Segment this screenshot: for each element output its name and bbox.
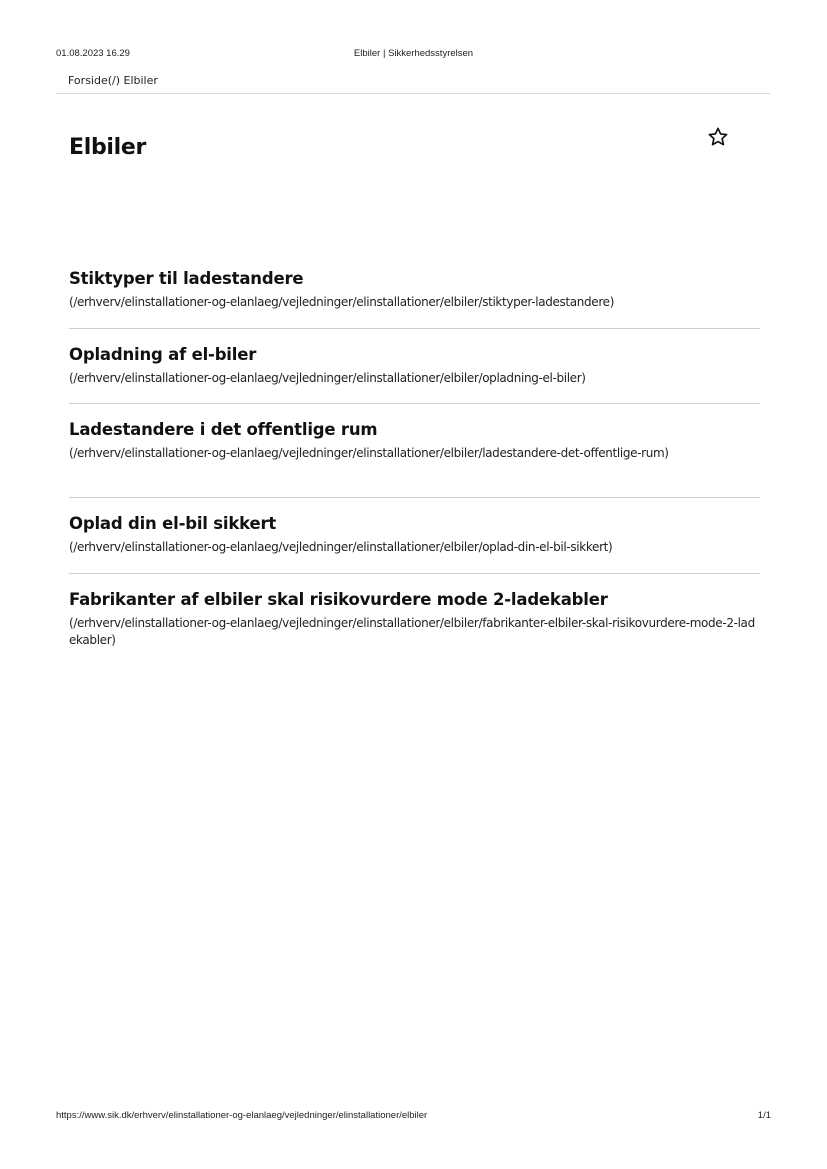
print-footer xyxy=(56,1110,771,1124)
article-link-url[interactable]: (/erhverv/elinstallationer-og-elanlaeg/vejledninger/elinstallationer/elbiler/stiktyper-ladestandere) xyxy=(69,295,615,309)
article-link-url[interactable]: (/erhverv/elinstallationer-og-elanlaeg/vejledninger/elinstallationer/elbiler/oplad-din-el-bil-sikkert) xyxy=(69,540,613,554)
print-document-title: Elbiler | Sikkerhedsstyrelsen xyxy=(353,48,474,59)
article-link-title[interactable]: Stiktyper til ladestandere xyxy=(69,269,304,288)
star-outline-icon xyxy=(707,126,729,148)
header-divider xyxy=(56,93,770,94)
article-list xyxy=(69,268,760,668)
print-header xyxy=(56,48,771,62)
list-item xyxy=(69,574,760,668)
favorite-button[interactable] xyxy=(707,126,729,148)
list-item xyxy=(69,404,760,498)
article-link-url[interactable]: (/erhverv/elinstallationer-og-elanlaeg/vejledninger/elinstallationer/elbiler/fabrikanter-elbiler-skal-risikovurdere-mode-2-ladekabler) xyxy=(69,616,755,647)
breadcrumb xyxy=(68,74,158,87)
breadcrumb-home-link[interactable]: Forside(/) xyxy=(68,74,121,87)
list-item xyxy=(69,498,760,574)
article-link-url[interactable]: (/erhverv/elinstallationer-og-elanlaeg/vejledninger/elinstallationer/elbiler/ladestandere-det-offentlige-rum) xyxy=(69,446,669,460)
print-page-url: https://www.sik.dk/erhverv/elinstallationer-og-elanlaeg/vejledninger/elinstallationer/elbiler xyxy=(56,1110,428,1121)
print-date: 01.08.2023 16.29 xyxy=(56,48,130,59)
list-item xyxy=(69,268,760,329)
article-link-url[interactable]: (/erhverv/elinstallationer-og-elanlaeg/vejledninger/elinstallationer/elbiler/opladning-el-biler) xyxy=(69,371,586,385)
article-link-title[interactable]: Fabrikanter af elbiler skal risikovurdere mode 2-ladekabler xyxy=(69,590,608,609)
article-link-title[interactable]: Oplad din el-bil sikkert xyxy=(69,514,277,533)
print-page-count: 1/1 xyxy=(757,1110,771,1121)
article-link-title[interactable]: Opladning af el-biler xyxy=(69,345,257,364)
page-title: Elbiler xyxy=(69,135,147,160)
list-item xyxy=(69,329,760,404)
article-link-title[interactable]: Ladestandere i det offentlige rum xyxy=(69,420,378,439)
breadcrumb-current: Elbiler xyxy=(123,74,158,87)
